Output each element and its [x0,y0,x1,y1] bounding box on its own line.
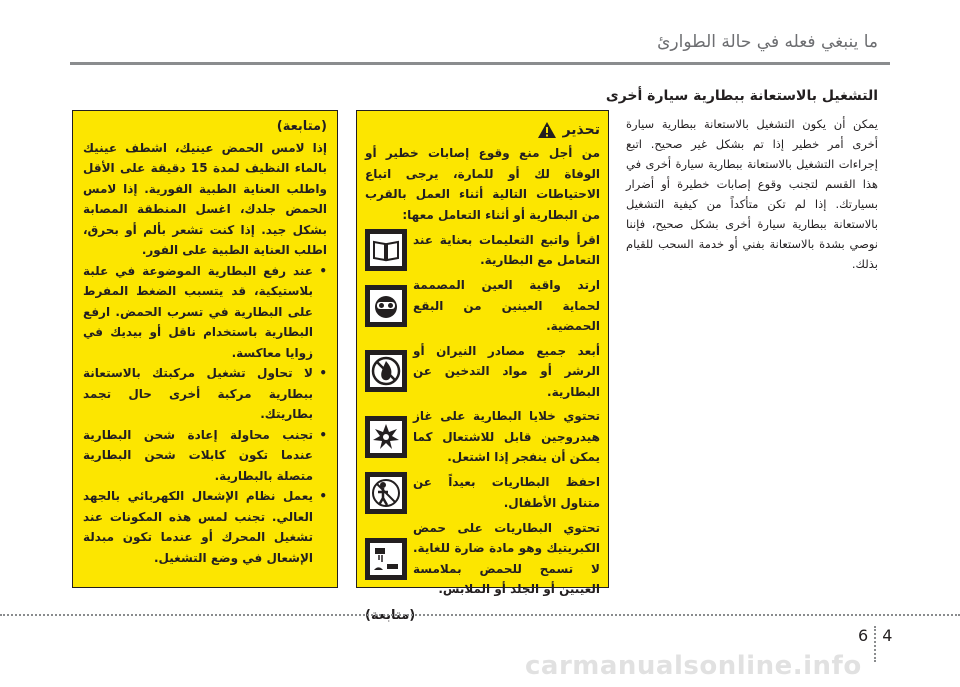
list-item: • ﺗﺠﻨﺐ ﻣﺤﺎﻭﻟﺔ ﺇﻋﺎﺩﺓ ﺷﺤﻦ ﺍﻟﺒﻄﺎﺭﻳﺔ ﻋﻨﺪﻣﺎ ﺗﻜﻮﻥ ﻛﺎﺑﻼﺕ ﺷﺤﻦ ﺍﻟﺒﻄﺎﺭﻳﺔ ﻣﺘﺼﻠﺔ ﺑﺎﻟﺒﻄﺎﺭﻳﺔ. [83,425,327,487]
page-number-page: 4 [882,626,893,645]
no-flame-icon [365,350,407,392]
list-item: • ﻻ ﺗﺤﺎﻭﻝ ﺗﺸﻐﻴﻞ ﻣﺮﻛﺒﺘﻚ ﺑﺎﻻﺳﺘﻌﺎﻧﺔ ﺑﺒﻄﺎﺭﻳﺔ ﻣﺮﻛﺒﺔ ﺃﺧﺮﻯ ﺣﺎﻝ ﺗﺠﻤﺪ ﺑﻄﺎﺭﻳﺘﻚ. [83,363,327,425]
watermark: carmanualsonline.info [525,651,862,681]
warning-item-text: ﺃﺑﻌﺪ ﺟﻤﻴﻊ ﻣﺼﺎﺩﺭ ﺍﻟﻨﻴﺮﺍﻥ ﺃﻭ ﺍﻟﺮﺷﺮ ﺃﻭ ﻣﻮﺍﺩ ﺍﻟﺘﺪﺧﻴﻦ ﻋﻦ ﺍﻟﺒﻄﺎﺭﻳﺔ. [413,343,600,399]
warning-item [365,341,600,403]
warning-item [365,229,600,271]
section-body-text: ﻳﻤﻜﻦ ﺃﻥ ﻳﻜﻮﻥ ﺍﻟﺘﺸﻐﻴﻞ ﺑﺎﻻﺳﺘﻌﺎﻧﺔ ﺑﺒﻄﺎﺭﻳﺔ ﺳﻴﺎﺭﺓ ﺃﺧﺮﻯ ﺃﻣﺮ ﺧﻄﻴﺮ ﺇﺫﺍ ﺗﻢ ﺑﺸﻜﻞ ﻏﻴﺮ ﺻﺤﻴﺢ. ﺍﺗﺒﻊ ﺇﺟﺮﺍءﺍﺕ ﺍﻟﺘﺸﻐﻴﻞ ﺑﺎﻻﺳﺘﻌﺎﻧﺔ ﺑﺒﻄﺎﺭﻳﺔ ﺳﻴﺎﺭﺓ ﺃﺧﺮﻯ ﻓﻲ ﻫﺬﺍ ﺍﻟﻘﺴﻢ ﻟﺘﺠﻨﺐ ﻭﻗﻮﻉ ﺇﺻﺎﺑﺎﺕ ﺧﻄﻴﺮﺓ ﺃﻭ ﺃﺿﺮﺍﺭ ﺑﺴﻴﺎﺭﺗﻚ. ﺇﺫﺍ ﻟﻢ ﺗﻜﻦ ﻣﺘﺄﻛﺪﺍً ﻣﻦ ﻛﻴﻔﻴﺔ ﺍﻟﺘﺸﻐﻴﻞ ﺑﺎﻻﺳﺘﻌﺎﻧﺔ ﺑﺒﻄﺎﺭﻳﺔ ﺳﻴﺎﺭﺓ ﺃﺧﺮﻯ ﺑﺸﻜﻞ ﺻﺤﻴﺢ، ﻓﺈﻧﻨﺎ ﻧﻮﺻﻲ ﺑﺸﺪﺓ ﺑﺎﻻﺳﺘﻌﺎﻧﺔ ﺑﻔﻨﻲ ﺃﻭ ﺧﺪﻣﺔ ﺍﻟﺴﺤﺐ ﻟﻠﻘﻴﺎﻡ ﺑﺬﻟﻚ. [626,117,878,271]
acid-contact-paragraph: ﺇﺫﺍ ﻻﻣﺲ ﺍﻟﺤﻤﺾ ﻋﻴﻨﻴﻚ، ﺍﺷﻄﻒ ﻋﻴﻨﻴﻚ ﺑﺎﻟﻤﺎء ﺍﻟﻨﻈﻴﻒ ﻟﻤﺪﺓ 15 ﺩﻗﻴﻘﺔ ﻋﻠﻰ ﺍﻷﻗﻞ ﻭﺍﻃﻠﺐ ﺍﻟﻌﻨﺎﻳﺔ ﺍﻟﻄﺒﻴﺔ ﺍﻟﻔﻮﺭﻳﺔ. ﺇﺫﺍ ﻻﻣﺲ ﺍﻟﺤﻤﺾ ﺟﻠﺪﻙ، ﺍﻏﺴﻞ ﺍﻟﻤﻨﻄﻘﺔ ﺍﻟﻤﺼﺎﺑﺔ ﺑﺸﻜﻞ ﺟﻴﺪ. ﺇﺫﺍ ﻛﻨﺖ ﺗﺸﻌﺮ ﺑﺄﻟﻢ ﺃﻭ ﺑﺤﺮﻕ، ﺍﻃﻠﺐ ﺍﻟﻌﻨﺎﻳﺔ ﺍﻟﻄﺒﻴﺔ ﻋﻠﻰ ﺍﻟﻔﻮﺭ. [83,140,327,257]
warning-item [365,472,600,514]
keep-from-children-icon [365,472,407,514]
list-item: • ﻋﻨﺪ ﺭﻓﻊ ﺍﻟﺒﻄﺎﺭﻳﺔ ﺍﻟﻤﻮﺿﻮﻋﺔ ﻓﻲ ﻋﻠﺒﺔ ﺑﻼﺳﺘﻴﻜﻴﺔ، ﻗﺪ ﻳﺘﺴﺒﺐ ﺍﻟﻀﻐﻂ ﺍﻟﻤﻔﺮﻁ ﻋﻠﻰ ﺍﻟﺒﻄﺎﺭﻳﺔ ﻓﻲ ﺗﺴﺮﺏ ﺍﻟﺤﻤﺾ. ﺍﺭﻓﻊ ﺍﻟﺒﻄﺎﺭﻳﺔ ﺑﺎﺳﺘﺨﺪﺍﻡ ﻧﺎﻗﻞ ﺃﻭ ﺑﻴﺪﻳﻚ ﻓﻲ ﺯﻭﺍﻳﺎ ﻣﻌﺎﻛﺴﺔ. [83,261,327,364]
page-number-separator [874,626,876,662]
corrosive-acid-icon [365,538,407,580]
warning-item [365,406,600,468]
manual-book-icon [365,229,407,271]
list-item: • ﻳﻌﻤﻞ ﻧﻈﺎﻡ ﺍﻹﺷﻌﺎﻝ ﺍﻟﻜﻬﺮﺑﺎﺋﻲ ﺑﺎﻟﺠﻬﺪ ﺍﻟﻌﺎﻟﻲ. ﺗﺠﻨﺐ ﻟﻤﺲ ﻫﺬﻩ ﺍﻟﻤﻜﻮﻧﺎﺕ ﻋﻨﺪ ﺗﺸﻐﻴﻞ ﺍﻟﻤﺤﺮﻙ ﺃﻭ ﻋﻨﺪﻣﺎ ﺗﻜﻮﻥ ﻣﺒﺪﻟﺔ ﺍﻹﺷﻌﺎﻝ ﻓﻲ ﻭﺿﻊ ﺍﻟﺘﺸﻐﻴﻞ. [83,486,327,568]
warning-heading [365,119,600,141]
header-divider [70,62,890,65]
page-number [858,626,892,662]
warning-item [365,518,600,600]
warning-item-text: ﺍﺣﻔﻆ ﺍﻟﺒﻄﺎﺭﻳﺎﺕ ﺑﻌﻴﺪﺍً ﻋﻦ ﻣﺘﻨﺎﻭﻝ ﺍﻷﻃﻔﺎﻝ. [413,475,600,510]
warning-item-text: ﺗﺤﺘﻮﻱ ﺧﻼﻳﺎ ﺍﻟﺒﻄﺎﺭﻳﺔ ﻋﻠﻰ ﻏﺎﺯ ﻫﻴﺪﺭﻭﺟﻴﻦ ﻗﺎﺑﻞ ﻟﻼﺷﺘﻌﺎﻝ ﻛﻤﺎ ﻳﻤﻜﻦ ﺃﻥ ﻳﻨﻔﺠﺮ ﺇﺫﺍ ﺍﺷﺘﻌﻞ. [413,409,600,464]
warning-heading-label: ﺗﺤﺬﻳﺮ [562,121,600,138]
warning-continued-box [72,110,338,588]
explosion-hazard-icon [365,416,407,458]
page-header-title: ﻣﺎ ﻳﻨﺒﻐﻲ ﻓﻌﻠﻪ ﻓﻲ ﺣﺎﻟﺔ ﺍﻟﻄﻮﺍﺭﺉ [657,32,878,52]
section-title: ﺍﻟﺘﺸﻐﻴﻞ ﺑﺎﻻﺳﺘﻌﺎﻧﺔ ﺑﺒﻄﺎﺭﻳﺔ ﺳﻴﺎﺭﺓ ﺃﺧﺮﻯ [605,88,878,104]
warning-item-text: ﺍﻗﺮﺃ ﻭﺍﺗﺒﻊ ﺍﻟﺘﻌﻠﻴﻤﺎﺕ ﺑﻌﻨﺎﻳﺔ ﻋﻨﺪ ﺍﻟﺘﻌﺎﻣﻞ ﻣﻊ ﺍﻟﺒﻄﺎﺭﻳﺔ. [413,232,600,267]
warning-triangle-icon [537,121,557,139]
warning-item-text: ﺍﺭﺗﺪ ﻭﺍﻗﻴﺔ ﺍﻟﻌﻴﻦ ﺍﻟﻤﺼﻤﻤﺔ ﻟﺤﻤﺎﻳﺔ ﺍﻟﻌﻴﻨﻴﻦ ﻣﻦ ﺍﻟﺒﻘﻊ ﺍﻟﺤﻤﻀﻴﺔ. [413,278,600,333]
warning-item-text: ﺗﺤﺘﻮﻱ ﺍﻟﺒﻄﺎﺭﻳﺎﺕ ﻋﻠﻰ ﺣﻤﺾ ﺍﻟﻜﺒﺮﻳﺘﻴﻚ ﻭﻫﻮ ﻣﺎﺩﺓ ﺿﺎﺭﺓ ﻟﻠﻐﺎﻳﺔ. ﻻ ﺗﺴﻤﺢ ﻟﻠﺤﻤﺾ ﺑﻤﻼﻣﺴﺔ ﺍﻟﻌﻴﻨﻴﻦ ﺃﻭ ﺍﻟﺠﻠﺪ ﺃﻭ ﺍﻟﻤﻼﺑﺲ. [413,520,600,596]
eye-protection-icon [365,285,407,327]
warning-intro: ﻣﻦ ﺃﺟﻞ ﻣﻨﻊ ﻭﻗﻮﻉ ﺇﺻﺎﺑﺎﺕ ﺧﻄﻴﺮ ﺃﻭ ﺍﻟﻮﻓﺎﺓ ﻟﻚ ﺃﻭ ﻟﻠﻤﺎﺭﺓ، ﻳﺮﺟﻰ ﺍﺗﺒﺎﻉ ﺍﻻﺣﺘﻴﺎﻃﺎﺕ ﺍﻟﺘﺎﻟﻴﺔ ﺃﺛﻨﺎء ﺍﻟﻌﻤﻞ ﺑﺎﻟﻘﺮﺏ ﻣﻦ ﺍﻟﺒﻄﺎﺭﻳﺔ ﺃﻭ ﺃﺛﻨﺎء ﺍﻟﺘﻌﺎﻣﻞ ﻣﻌﻬﺎ: [365,146,600,222]
warning-box [356,110,609,623]
warning-bullet-list [83,261,327,569]
warning-item [365,275,600,337]
page-number-chapter: 6 [858,626,869,645]
footer-divider [0,614,960,616]
continued-label: (ﻣﺘﺎﺑﻌﺔ) [365,607,416,623]
continued-heading: (ﻣﺘﺎﺑﻌﺔ) [276,119,327,134]
